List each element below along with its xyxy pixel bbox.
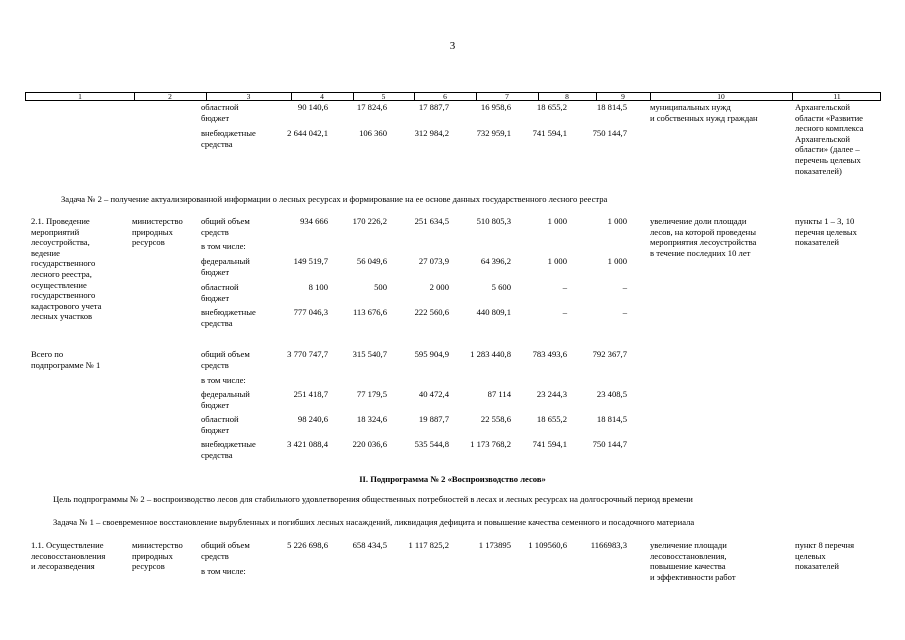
value-cell: 16 958,6 [480,102,511,112]
value-cell: 17 824,6 [356,102,387,112]
section-heading: II. Подпрограмма № 2 «Воспроизводство лесов» [359,474,546,484]
value-cell: 741 594,1 [532,439,567,449]
value-cell: 3 421 088,4 [287,439,328,449]
row-label: внебюджетные средства [201,307,256,328]
row-label: внебюджетные средства [201,439,256,460]
value-cell: 1166983,3 [590,540,627,550]
executor: министерство природных ресурсов [132,540,183,572]
value-cell: 510 805,3 [476,216,511,226]
value-cell: 1 283 440,8 [470,349,511,359]
value-cell: 56 049,6 [356,256,387,266]
row-label: общий объем средств [201,349,250,370]
value-cell: – [622,307,627,317]
header-col-7: 7 [476,93,539,100]
value-cell: 8 100 [308,282,328,292]
value-cell: 170 226,2 [352,216,387,226]
value-cell: 19 887,7 [418,414,449,424]
value-cell: 741 594,1 [532,128,567,138]
row-label: федеральный бюджет [201,256,250,277]
value-cell: 90 140,6 [297,102,328,112]
measure-title: 2.1. Проведение мероприятий лесоустройства, ведение государственного лесного реестра, осуществление государственного кадастрового учета лесных участков [31,216,102,322]
value-cell: 312 984,2 [414,128,449,138]
value-cell: 18 324,6 [356,414,387,424]
row-label: внебюджетные средства [201,128,256,149]
indicator-text: Архангельской области «Развитие лесного комплекса Архангельской области» (далее – перечень целевых показателей) [795,102,864,176]
value-cell: 732 959,1 [476,128,511,138]
table-header-row [25,92,881,101]
executor: министерство природных ресурсов [132,216,183,248]
value-cell: 2 000 [429,282,449,292]
value-cell: 1 000 [607,256,627,266]
value-cell: 22 558,6 [480,414,511,424]
header-col-10: 10 [650,93,793,100]
row-label: общий объем средств [201,540,250,561]
indicator-text: пункт 8 перечня целевых показателей [795,540,855,572]
value-cell: 595 904,9 [414,349,449,359]
row-label: в том числе: [201,566,246,576]
value-cell: 783 493,6 [532,349,567,359]
value-cell: 1 173 768,2 [470,439,511,449]
value-cell: 1 000 [547,216,567,226]
result-text: увеличение доли площади лесов, на которой проведены мероприятия лесоустройства в течение последних 10 лет [650,216,757,258]
value-cell: – [562,282,567,292]
value-cell: 251 418,7 [293,389,328,399]
value-cell: 220 036,6 [352,439,387,449]
value-cell: 1 000 [607,216,627,226]
result-text: увеличение площади лесовосстановления, повышение качества и эффективности работ [650,540,736,582]
row-label: федеральный бюджет [201,389,250,410]
value-cell: 750 144,7 [592,439,627,449]
task-heading: Задача № 2 – получение актуализированной информации о лесных ресурсах и формирование на ее основе данных государственного лесного реестра [61,194,608,204]
value-cell: 500 [374,282,387,292]
value-cell: 934 666 [300,216,328,226]
value-cell: 149 519,7 [293,256,328,266]
value-cell: 1 173895 [478,540,511,550]
value-cell: 18 655,2 [536,414,567,424]
value-cell: 222 560,6 [414,307,449,317]
value-cell: 27 073,9 [418,256,449,266]
value-cell: 777 046,3 [293,307,328,317]
page-number: 3 [449,40,456,52]
header-col-1: 1 [26,93,135,100]
header-col-3: 3 [206,93,292,100]
value-cell: 750 144,7 [592,128,627,138]
header-col-4: 4 [291,93,354,100]
value-cell: 792 367,7 [592,349,627,359]
value-cell: 23 244,3 [536,389,567,399]
value-cell: 251 634,5 [414,216,449,226]
value-cell: 1 109560,6 [528,540,567,550]
row-label: в том числе: [201,375,246,385]
value-cell: 106 360 [359,128,387,138]
value-cell: 17 887,7 [418,102,449,112]
value-cell: 315 540,7 [352,349,387,359]
row-label: в том числе: [201,241,246,251]
value-cell: 5 226 698,6 [287,540,328,550]
value-cell: 18 655,2 [536,102,567,112]
total-title: Всего по подпрограмме № 1 [31,349,101,370]
value-cell: 87 114 [487,389,511,399]
value-cell: 64 396,2 [480,256,511,266]
header-col-9: 9 [596,93,651,100]
value-cell: 1 117 825,2 [408,540,449,550]
value-cell: 18 814,5 [596,102,627,112]
value-cell: 113 676,6 [352,307,387,317]
value-cell: – [562,307,567,317]
header-col-2: 2 [134,93,207,100]
value-cell: 3 770 747,7 [287,349,328,359]
header-col-6: 6 [414,93,477,100]
value-cell: 5 600 [491,282,511,292]
value-cell: 440 809,1 [476,307,511,317]
value-cell: 18 814,5 [596,414,627,424]
value-cell: – [622,282,627,292]
value-cell: 40 472,4 [418,389,449,399]
value-cell: 535 544,8 [414,439,449,449]
measure-title: 1.1. Осуществление лесовосстановления и лесоразведения [31,540,106,572]
value-cell: 77 179,5 [356,389,387,399]
value-cell: 98 240,6 [297,414,328,424]
row-label: областной бюджет [201,102,239,123]
row-label: общий объем средств [201,216,250,237]
goal-text: Цель подпрограммы № 2 – воспроизводство лесов для стабильного удовлетворения общественных потребностей в лесах и лесных ресурсах на долгосрочный период времени [53,494,693,504]
result-text: муниципальных нужд и собственных нужд граждан [650,102,758,123]
value-cell: 1 000 [547,256,567,266]
header-col-5: 5 [353,93,415,100]
indicator-text: пункты 1 – 3, 10 перечня целевых показателей [795,216,857,248]
header-col-8: 8 [538,93,597,100]
task-heading: Задача № 1 – своевременное восстановление вырубленных и погибших лесных насаждений, ликвидация дефицита и повышение качества семенного и посадочного материала [53,517,695,527]
row-label: областной бюджет [201,414,239,435]
value-cell: 23 408,5 [596,389,627,399]
value-cell: 658 434,5 [352,540,387,550]
row-label: областной бюджет [201,282,239,303]
header-col-11: 11 [833,92,841,101]
value-cell: 2 644 042,1 [287,128,328,138]
